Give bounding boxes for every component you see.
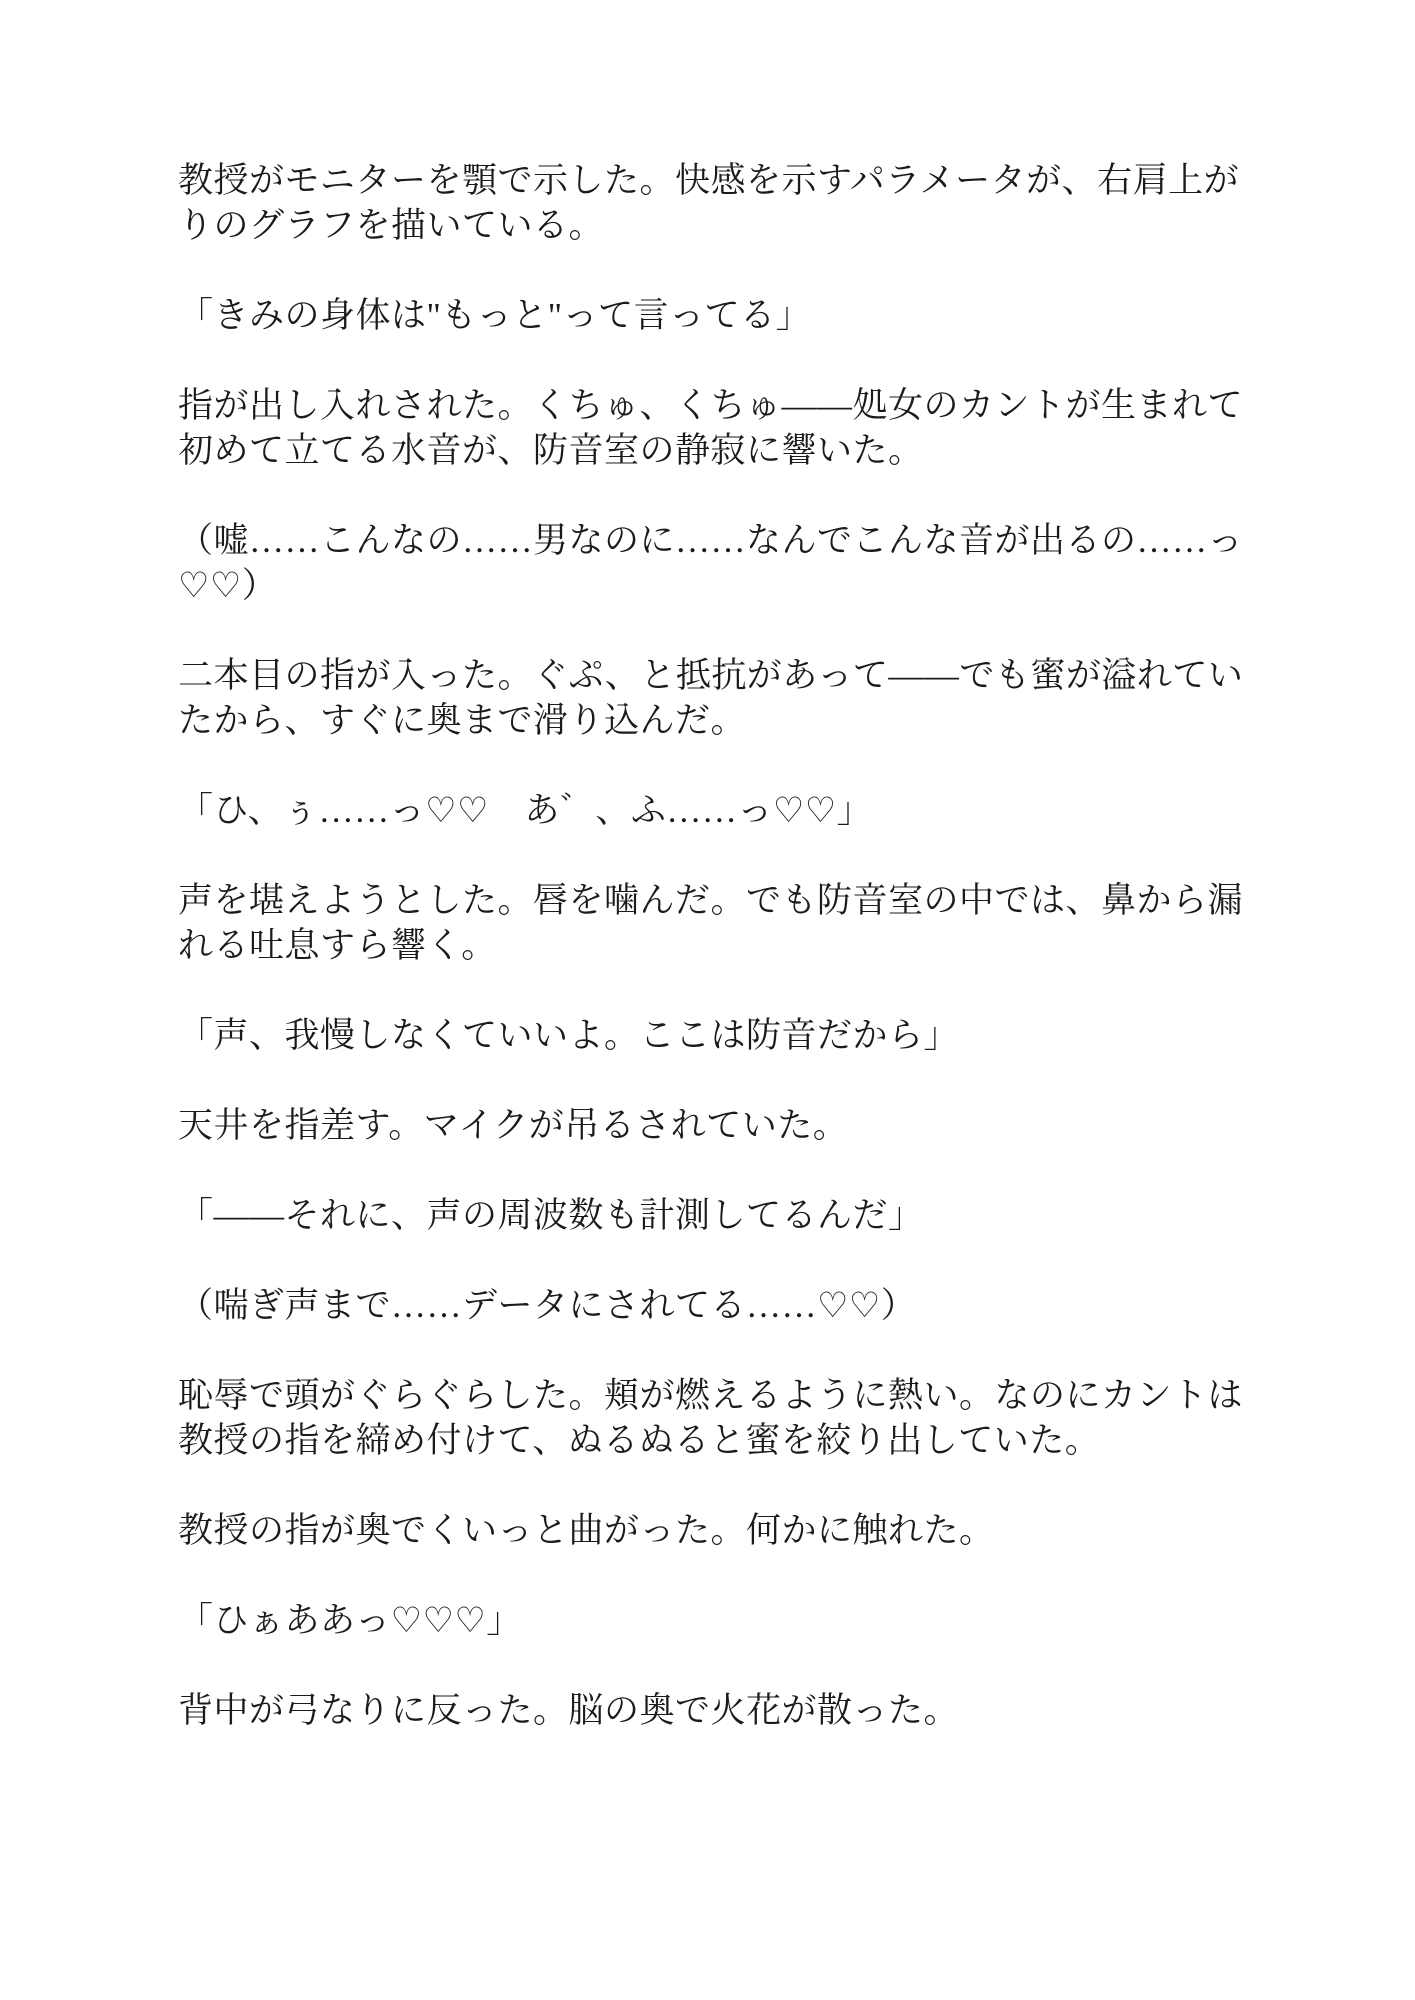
paragraph-narration-8: 背中が弓なりに反った。脳の奥で火花が散った。: [178, 1691, 960, 1730]
paragraph-thought-2: （喘ぎ声まで……データにされてる……♡♡）: [178, 1286, 917, 1325]
paragraph-narration-7: 教授の指が奥でくいっと曲がった。何かに触れた。: [178, 1511, 995, 1550]
paragraph-thought-1: （嘘……こんなの……男なのに……なんでこんな音が出るの……っ♡♡）: [178, 521, 1244, 605]
paragraph-narration-6: 恥辱で頭がぐらぐらした。頬が燃えるように熱い。なのにカントは教授の指を締め付けて、ぬるぬると蜜を絞り出していた。: [178, 1376, 1244, 1460]
paragraph-narration-5: 天井を指差す。マイクが吊るされていた。: [178, 1106, 849, 1145]
paragraph-narration-2: 指が出し入れされた。くちゅ、くちゅ——処女のカントが生まれて初めて立てる水音が、防音室の静寂に響いた。: [178, 386, 1244, 470]
paragraph-dialogue-5: 「ひぁああっ♡♡♡」: [178, 1601, 522, 1640]
paragraph-dialogue-2: 「ひ、ぅ……っ♡♡ あ゛、ふ……っ♡♡」: [178, 791, 873, 830]
paragraph-dialogue-3: 「声、我慢しなくていいよ。ここは防音だから」: [178, 1016, 960, 1055]
paragraph-dialogue-4: 「——それに、声の周波数も計測してるんだ」: [178, 1196, 924, 1235]
paragraph-narration-1: 教授がモニターを顎で示した。快感を示すパラメータが、右肩上がりのグラフを描いている。: [178, 161, 1240, 245]
paragraph-narration-4: 声を堪えようとした。唇を噛んだ。でも防音室の中では、鼻から漏れる吐息すら響く。: [178, 881, 1244, 965]
paragraph-dialogue-1: 「きみの身体は"もっと"って言ってる」: [178, 296, 812, 335]
paragraph-narration-3: 二本目の指が入った。ぐぷ、と抵抗があって——でも蜜が溢れていたから、すぐに奥まで滑り込んだ。: [178, 656, 1244, 740]
